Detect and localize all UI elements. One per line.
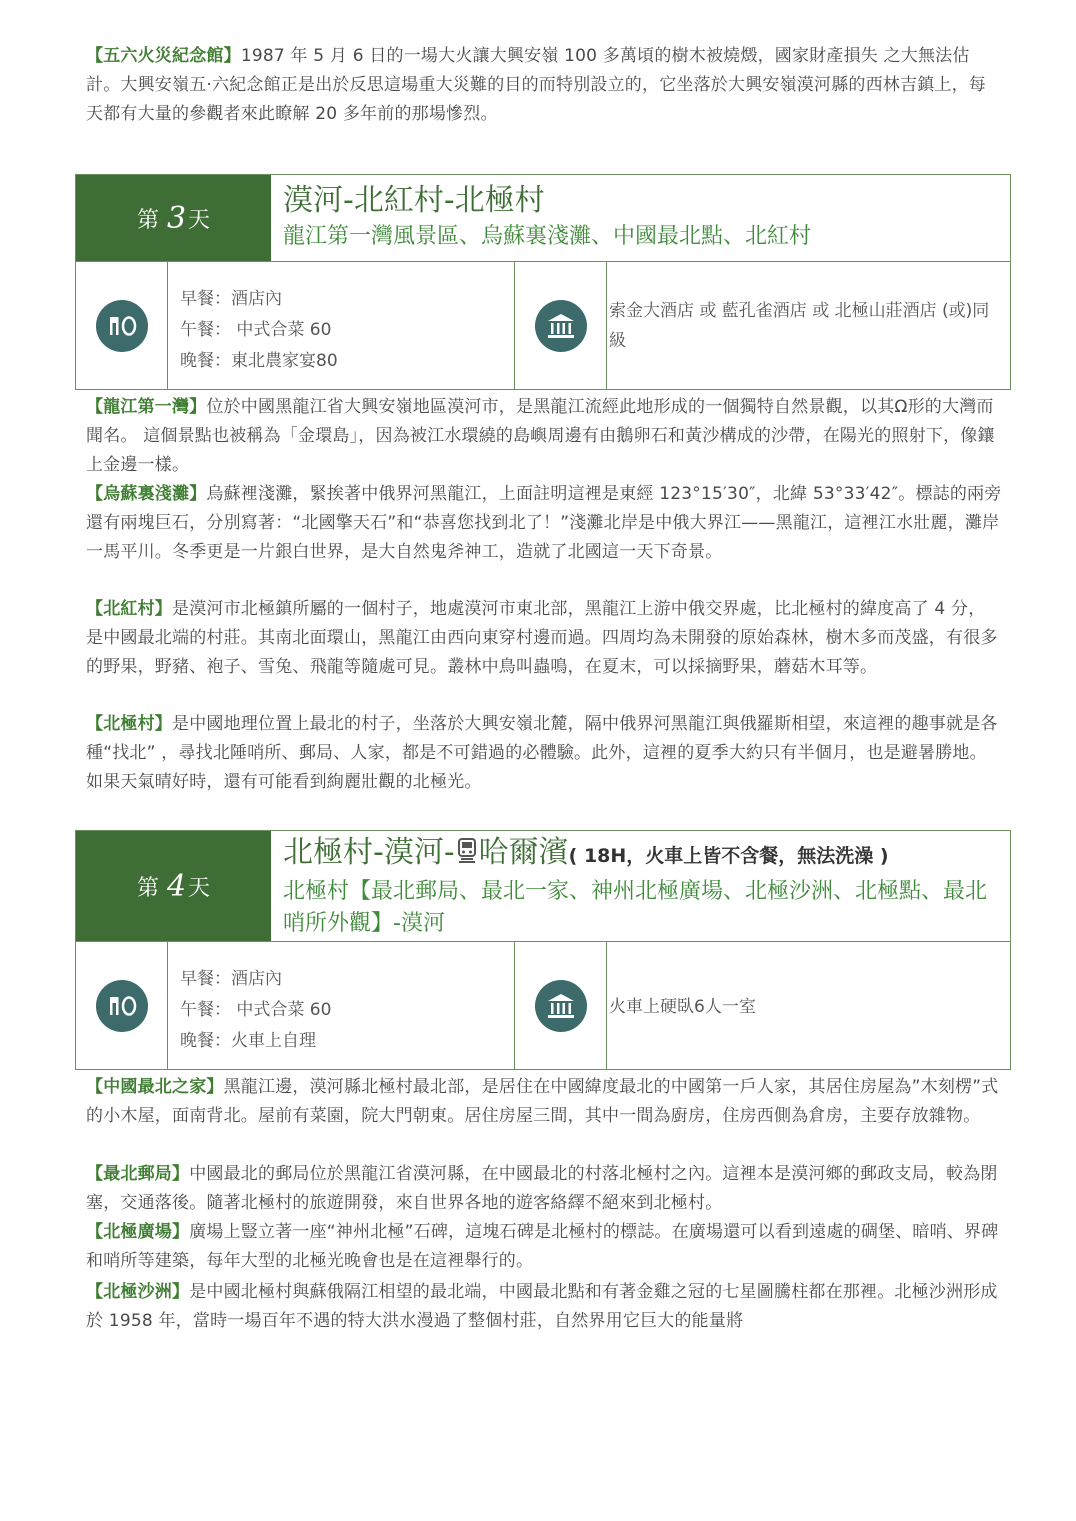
building-icon (535, 300, 587, 352)
day4-p3-tag: 【北極廣場】 (86, 1222, 190, 1242)
day4-p2-tag: 【最北郵局】 (86, 1164, 190, 1184)
day4-p4-tag: 【北極沙洲】 (86, 1282, 190, 1302)
day3-box (75, 174, 1011, 390)
intro-tag: 【五六火災紀念館】 (86, 46, 241, 66)
day4-box (75, 830, 1011, 1070)
day3-meals (168, 262, 515, 389)
day4-meals (168, 942, 515, 1069)
day3-title-wrap (271, 175, 1010, 261)
intro-text: 1987 年 5 月 6 日的一場大火讓大興安嶺 100 多萬頃的樹木被燒燬，國家財產損失 之大無法估計。大興安嶺五·六紀念館正是出於反思這場重大災難的目的而特別設立的，它坐落於大興安嶺漠河縣的西林吉鎮上，每天都有大量的參觀者來此瞭解 20 多年前的那場慘烈。 (86, 46, 987, 124)
day3-paragraph-2 (86, 480, 1002, 567)
day4-dinner: 晚餐：火車上自理 (180, 1031, 316, 1051)
train-icon (455, 834, 479, 874)
day3-meal-icon-cell (76, 262, 168, 389)
day3-header (76, 175, 1010, 262)
day3-subtitle: 龍江第一灣風景區、烏蘇裏淺灘、中國最北點、北紅村 (283, 224, 812, 249)
utensils-icon (96, 980, 148, 1032)
day4-subtitle: 北極村【最北郵局、最北一家、神州北極廣場、北極沙洲、北極點、最北哨所外觀】-漠河 (283, 879, 988, 936)
day3-hotel: 索金大酒店 或 藍孔雀酒店 或 北極山莊酒店 (或)同級 (609, 301, 990, 351)
day3-label (76, 175, 271, 261)
day4-title-wrap (271, 831, 1010, 941)
day3-p2-tag: 【烏蘇裏淺灘】 (86, 484, 207, 504)
day4-paragraph-1 (86, 1073, 1002, 1131)
day4-p2-text: 中國最北的郵局位於黑龍江省漠河縣，在中國最北的村落北極村之內。這裡本是漠河鄉的郵政支局，較為閉塞，交通落後。隨著北極村的旅遊開發，來自世界各地的遊客絡繹不絕來到北極村。 (86, 1164, 998, 1213)
day4-paragraph-3 (86, 1218, 1002, 1276)
day3-label-num: 3 (166, 200, 187, 236)
day3-breakfast: 早餐：酒店內 (180, 289, 282, 309)
day3-lunch: 午餐： 中式合菜 60 (180, 320, 332, 340)
day4-title (283, 833, 1000, 876)
day4-paragraph-4 (86, 1278, 1002, 1336)
day4-p3-text: 廣場上豎立著一座“神州北極”石碑，這塊石碑是北極村的標誌。在廣場還可以看到遠處的碉堡、暗哨、界碑和哨所等建築，每年大型的北極光晚會也是在這裡舉行的。 (86, 1222, 999, 1271)
day3-p3-tag: 【北紅村】 (86, 599, 172, 619)
day3-paragraph-1 (86, 393, 1002, 480)
day4-label-suffix: 天 (188, 875, 211, 901)
day3-p2-text: 烏蘇裡淺灘，緊挨著中俄界河黑龍江，上面註明這裡是東經 123°15′30″，北緯 53°33′42″。標誌的兩旁還有兩塊巨石，分別寫著：“北國擎天石”和“恭喜您找到北了！”淺灘北岸是中俄大界江——黑龍江，這裡江水壯麗，灘岸一馬平川。冬季更是一片銀白世界，是大自然鬼斧神工，造就了北國這一天下奇景。 (86, 484, 1002, 562)
day4-paragraph-2 (86, 1160, 1002, 1218)
day4-p1-text: 黑龍江邊，漠河縣北極村最北部，是居住在中國緯度最北的中國第一戶人家，其居住房屋為”木刻楞”式的小木屋，面南背北。屋前有菜園，院大門朝東。居住房屋三間，其中一間為廚房，住房西側為倉房，主要存放雜物。 (86, 1077, 999, 1126)
building-icon (535, 980, 587, 1032)
day3-hotel-icon-cell (515, 262, 607, 389)
day4-label-prefix: 第 (136, 875, 159, 901)
day4-header (76, 831, 1010, 942)
day4-p1-tag: 【中國最北之家】 (86, 1077, 224, 1097)
day3-dinner: 晚餐：東北農家宴80 (180, 351, 338, 371)
day3-p3-text: 是漠河市北極鎮所屬的一個村子，地處漠河市東北部，黑龍江上游中俄交界處，比北極村的緯度高了 4 分，是中國最北端的村莊。其南北面環山，黑龍江由西向東穿村邊而過。四周均為未開發的原始森林，樹木多而茂盛，有很多的野果，野豬、袍子、雪兔、飛龍等隨處可見。叢林中鳥叫蟲鳴，在夏末，可以採摘野果，蘑菇木耳等。 (86, 599, 998, 677)
day3-label-prefix: 第 (136, 207, 159, 233)
day4-title-a: 北極村-漠河- (283, 835, 455, 870)
day3-label-suffix: 天 (188, 207, 211, 233)
day4-hotel-icon-cell (515, 942, 607, 1069)
utensils-icon (96, 300, 148, 352)
day4-title-b: 哈爾濱 (478, 835, 569, 870)
day3-paragraph-3 (86, 595, 1002, 682)
intro-paragraph (86, 42, 1002, 129)
day4-label-num: 4 (166, 868, 187, 904)
day4-meal-icon-cell (76, 942, 168, 1069)
day4-title-note: ( 18H，火車上皆不含餐，無法洗澡 ) (568, 845, 889, 867)
day3-p4-tag: 【北極村】 (86, 714, 172, 734)
day4-hotel: 火車上硬臥6人一室 (609, 997, 756, 1017)
day4-lunch: 午餐： 中式合菜 60 (180, 1000, 332, 1020)
day4-breakfast: 早餐：酒店內 (180, 969, 282, 989)
day3-p4-text: 是中國地理位置上最北的村子，坐落於大興安嶺北麓，隔中俄界河黑龍江與俄羅斯相望，來這裡的趣事就是各種“找北” ，尋找北陲哨所、郵局、人家，都是不可錯過的必體驗。此外，這裡的夏季大約只有半個月，也是避暑勝地。如果天氣晴好時，還有可能看到絢麗壯觀的北極光。 (86, 714, 998, 792)
day3-paragraph-4 (86, 710, 1002, 797)
day3-p1-text: 位於中國黑龍江省大興安嶺地區漠河市，是黑龍江流經此地形成的一個獨特自然景觀，以其Ω形的大灣而聞名。 這個景點也被稱為「金環島」，因為被江水環繞的島嶼周邊有由鵝卵石和黃沙構成的沙帶，在陽光的照射下，像鑲上金邊一樣。 (86, 397, 995, 475)
day3-body (76, 262, 1010, 389)
day3-p1-tag: 【龍江第一灣】 (86, 397, 207, 417)
day4-p4-text: 是中國北極村與蘇俄隔江相望的最北端，中國最北點和有著金雞之冠的七星圖騰柱都在那裡。北極沙洲形成於 1958 年，當時一場百年不遇的特大洪水漫過了整個村莊，自然界用它巨大的能量將 (86, 1282, 998, 1331)
day4-body (76, 942, 1010, 1069)
day4-label (76, 831, 271, 941)
day3-title: 漠河-北紅村-北極村 (283, 183, 545, 218)
